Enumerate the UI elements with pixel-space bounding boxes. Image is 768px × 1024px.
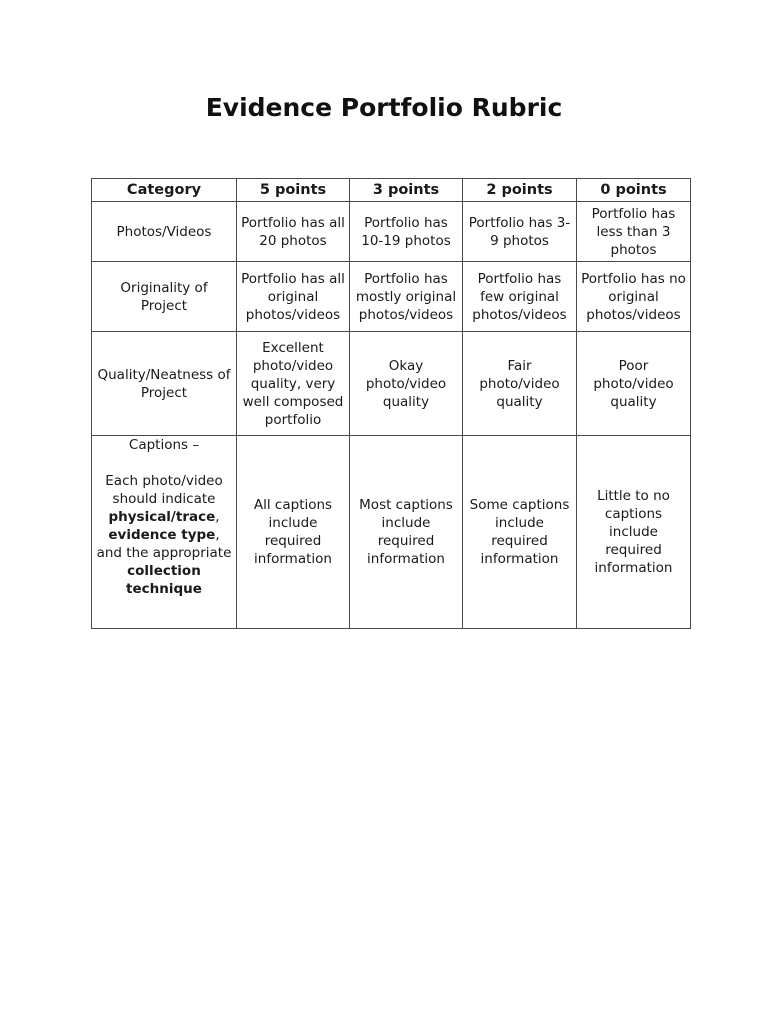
score-cell: Portfolio has all original photos/videos xyxy=(237,262,350,332)
score-cell: Fair photo/video quality xyxy=(463,332,577,436)
category-cell: Photos/Videos xyxy=(92,202,237,262)
score-cell: Portfolio has less than 3 photos xyxy=(577,202,691,262)
score-cell: Poor photo/video quality xyxy=(577,332,691,436)
category-cell: Originality of Project xyxy=(92,262,237,332)
table-row xyxy=(92,332,691,436)
captions-text-3: , and the appropriate xyxy=(96,527,232,561)
score-cell: All captions include required information xyxy=(237,436,350,629)
captions-heading: Captions – xyxy=(128,437,200,453)
header-row xyxy=(92,179,691,202)
captions-text-2: , xyxy=(215,509,220,525)
header-category: Category xyxy=(92,179,237,202)
score-cell: Little to no captions include required information xyxy=(577,436,691,629)
category-cell: Quality/Neatness of Project xyxy=(92,332,237,436)
table-row xyxy=(92,202,691,262)
score-cell: Okay photo/video quality xyxy=(350,332,463,436)
score-cell: Portfolio has all 20 photos xyxy=(237,202,350,262)
score-cell: Portfolio has few original photos/videos xyxy=(463,262,577,332)
rubric-table xyxy=(91,178,691,629)
captions-bold-evidence-type: evidence type xyxy=(108,527,216,543)
category-cell xyxy=(92,436,237,629)
score-cell: Most captions include required information xyxy=(350,436,463,629)
header-0-points: 0 points xyxy=(577,179,691,202)
captions-bold-physical-trace: physical/trace xyxy=(108,509,216,525)
score-cell: Some captions include required information xyxy=(463,436,577,629)
captions-bold-collection-technique: collection technique xyxy=(126,563,202,597)
table-row xyxy=(92,436,691,629)
score-cell: Portfolio has mostly original photos/videos xyxy=(350,262,463,332)
table-row xyxy=(92,262,691,332)
header-5-points: 5 points xyxy=(237,179,350,202)
score-cell: Portfolio has 3-9 photos xyxy=(463,202,577,262)
score-cell: Portfolio has 10-19 photos xyxy=(350,202,463,262)
captions-description xyxy=(97,473,232,597)
header-2-points: 2 points xyxy=(463,179,577,202)
header-3-points: 3 points xyxy=(350,179,463,202)
score-cell: Portfolio has no original photos/videos xyxy=(577,262,691,332)
paragraph-gap xyxy=(96,454,232,472)
score-cell: Excellent photo/video quality, very well composed portfolio xyxy=(237,332,350,436)
page-title: Evidence Portfolio Rubric xyxy=(205,93,563,122)
captions-text-1: Each photo/video should indicate xyxy=(105,473,223,507)
